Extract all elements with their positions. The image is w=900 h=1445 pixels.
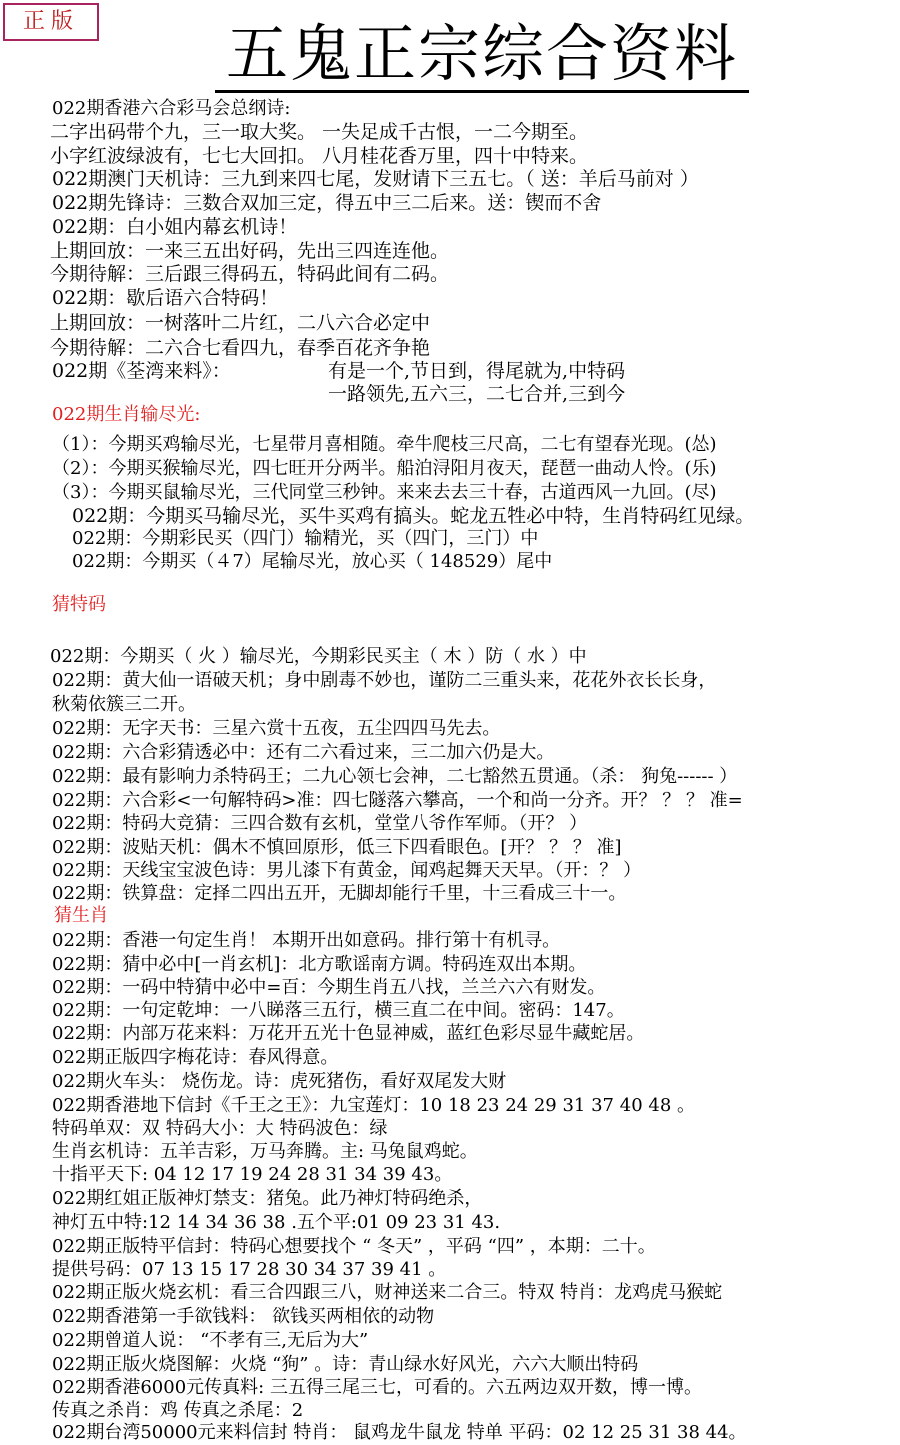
text-line: 022期：一句定乾坤：一八睇落三五行，横三直二在中间。密码：147。 — [52, 1000, 625, 1021]
text-line: 022期香港第一手欲钱料： 欲钱买两相依的动物 — [52, 1306, 435, 1327]
text-line: 022期：歇后语六合特码！ — [52, 287, 279, 309]
text-line: 特码单双：双 特码大小：大 特码波色：绿 — [52, 1118, 388, 1139]
text-line: 022期：一码中特猜中必中=百：今期生肖五八找，兰兰六六有财发。 — [52, 977, 606, 998]
text-line: 生肖玄机诗：五羊吉彩，万马奔腾。主: 马兔鼠鸡蛇。 — [52, 1141, 478, 1162]
text-line: 022期：特码大竞猜：三四合数有玄机，堂堂八爷作军师。（开？ ） — [52, 813, 588, 834]
section-heading: 猜特码 — [52, 594, 106, 615]
text-line: 提供号码：07 13 15 17 28 30 34 37 39 41 。 — [52, 1259, 447, 1280]
text-line: 022期：波贴天机：偶木不慎回原形，低三下四看眼色。[开？ ？ ？ 准] — [52, 837, 622, 858]
text-line: 022期香港6000元传真料: 三五得三尾三七，可看的。六五两边双开数，博一博。 — [52, 1377, 702, 1398]
text-line: 022期香港地下信封《千王之王》：九宝莲灯：10 18 23 24 29 31 37 40 48 。 — [52, 1095, 695, 1116]
text-line: （3）：今期买鼠输尽光，三代同堂三秒钟。来来去去三十春，古道西风一九回。(尽) — [52, 482, 717, 503]
text-line: （2）：今期买猴输尽光，四七旺开分两半。船泊浔阳月夜天，琵琶一曲动人怜。(乐) — [52, 458, 717, 479]
text-line: 一路领先,五六三，二七合并,三到今 — [328, 383, 626, 405]
text-line: 小字红波绿波有，七七大回扣。 八月桂花香万里，四十中特来。 — [50, 145, 589, 167]
text-line: 传真之杀肖：鸡 传真之杀尾：2 — [52, 1400, 304, 1421]
text-line: 022期曾道人说： “不孝有三,无后为大” — [52, 1330, 369, 1351]
text-line: 022期正版火烧玄机：看三合四跟三八，财神送来二合三。特双 特肖：龙鸡虎马猴蛇 — [52, 1282, 723, 1303]
text-line: 022期：白小姐内幕玄机诗！ — [52, 216, 298, 238]
text-line: 上期回放：一树落叶二片红，二八六合必定中 — [50, 312, 431, 334]
text-line: 今期待解：三后跟三得码五，特码此间有二码。 — [50, 263, 450, 285]
text-line: 022期：黄大仙一语破天机；身中剧毒不妙也，谨防二三重头来，花花外衣长长身， — [52, 670, 717, 691]
text-line: 022期台湾50000元来料信封 特肖： 鼠鸡龙牛鼠龙 特单 平码：02 12 25 31 38 44。 — [52, 1422, 747, 1443]
text-line: 有是一个,节日到，得尾就为,中特码 — [328, 360, 626, 382]
text-line: 022期：今期买马输尽光，买牛买鸡有搞头。蛇龙五牲必中特，生肖特码红见绿。 — [72, 505, 755, 527]
text-line: 022期《荃湾来料》： — [52, 360, 231, 382]
text-line: 022期澳门天机诗：三九到来四七尾，发财请下三五七。（ 送：羊后马前对 ） — [52, 168, 699, 190]
text-line: 022期：今期彩民买（四门）输精光，买（四门，三门）中 — [72, 528, 539, 549]
text-line: 022期正版火烧图解：火烧 “狗” 。诗：青山绿水好风光，六六大顺出特码 — [52, 1354, 639, 1375]
text-line: 022期：铁算盘：定择二四出五开，无脚却能行千里，十三看成三十一。 — [52, 883, 627, 904]
text-line: 二字出码带个九，三一取大奖。 一失足成千古恨，一二今期至。 — [50, 121, 589, 143]
text-line: 022期香港六合彩马会总纲诗: — [52, 98, 291, 119]
text-line: 022期：猜中必中[一肖玄机]：北方歌谣南方调。特码连双出本期。 — [52, 954, 587, 975]
text-line: 022期：最有影响力杀特码王；二九心领七会神，二七豁然五贯通。（杀： 狗兔------ ） — [52, 766, 738, 787]
badge-zhengban: 正版 — [3, 3, 99, 41]
text-line: 神灯五中特:12 14 34 36 38 .五个平:01 09 23 31 43. — [52, 1212, 501, 1233]
text-line: 022期火车头： 烧伤龙。诗：虎死猪伤，看好双尾发大财 — [52, 1071, 507, 1092]
text-line: 十指平天下: 04 12 17 19 24 28 31 34 39 43。 — [52, 1164, 453, 1185]
text-line: 秋菊依簇三二开。 — [52, 694, 196, 715]
text-line: 今期待解：二六合七看四九，春季百花齐争艳 — [50, 337, 431, 359]
text-line: 022期红姐正版神灯禁支：猪兔。此乃神灯特码绝杀， — [52, 1188, 483, 1209]
text-line: 022期：今期买（ 火 ）输尽光，今期彩民买主（ 木 ）防（ 水 ）中 — [50, 646, 587, 667]
text-line: 022期：天线宝宝波色诗：男儿漆下有黄金，闻鸡起舞天天早。（开：？ ） — [52, 860, 642, 881]
text-line: 022期：香港一句定生肖！ 本期开出如意码。排行第十有机寻。 — [52, 930, 561, 951]
text-line: 上期回放：一来三五出好码，先出三四连连他。 — [50, 240, 450, 262]
text-line: 022期：无字天书：三星六赏十五夜，五尘四四马先去。 — [52, 718, 501, 739]
text-line: 022期：六合彩<一句解特码>准：四七隧落六攀高，一个和尚一分齐。开？ ？ ？ 准= — [52, 790, 743, 811]
text-line: 022期正版特平信封：特码心想要找个 “ 冬天” ，平码 “四” ，本期：二十。 — [52, 1236, 656, 1257]
text-line: 022期先锋诗：三数合双加三定，得五中三二后来。送：锲而不舍 — [52, 192, 602, 214]
section-heading: 猜生肖 — [54, 905, 108, 926]
text-line: 022期正版四字梅花诗：春风得意。 — [52, 1047, 339, 1068]
text-line: （1）：今期买鸡输尽光，七星带月喜相随。牵牛爬枝三尺高，二七有望春光现。(怂) — [52, 434, 717, 455]
page-title: 五鬼正宗综合资料 — [215, 18, 749, 93]
text-line: 022期：今期买（４7）尾输尽光，放心买（ 148529）尾中 — [72, 551, 553, 572]
text-line: 022期：六合彩猜透必中：还有二六看过来，三二加六仍是大。 — [52, 742, 555, 763]
section-heading: 022期生肖输尽光: — [52, 404, 201, 425]
text-line: 022期：内部万花来料：万花开五光十色显神威，蓝红色彩尽显牛藏蛇居。 — [52, 1023, 645, 1044]
